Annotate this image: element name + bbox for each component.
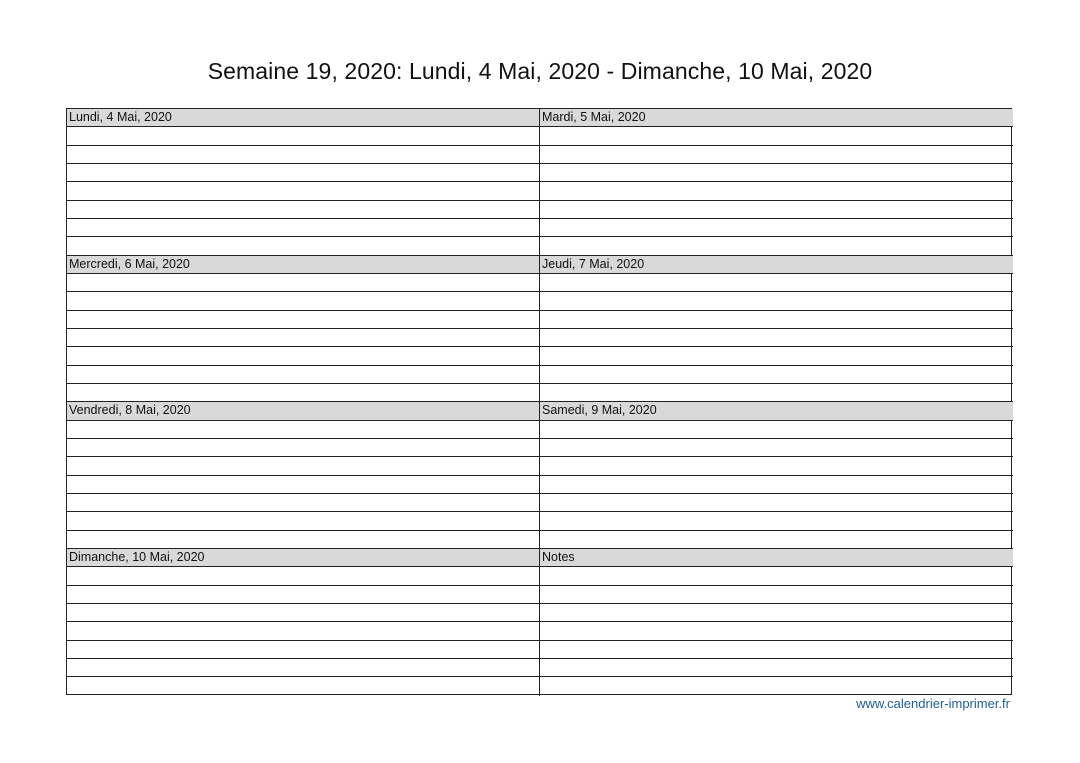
day-header-monday: Lundi, 4 Mai, 2020 bbox=[67, 109, 539, 127]
note-line[interactable] bbox=[67, 476, 539, 494]
note-line[interactable] bbox=[540, 164, 1013, 182]
note-line[interactable] bbox=[540, 659, 1013, 677]
note-line[interactable] bbox=[67, 219, 539, 237]
note-line[interactable] bbox=[67, 421, 539, 439]
note-line[interactable] bbox=[540, 476, 1013, 494]
note-line[interactable] bbox=[540, 384, 1013, 402]
note-line[interactable] bbox=[540, 219, 1013, 237]
note-line[interactable] bbox=[67, 641, 539, 659]
note-line[interactable] bbox=[67, 677, 539, 695]
note-line[interactable] bbox=[540, 201, 1013, 219]
note-line[interactable] bbox=[540, 292, 1013, 310]
note-line[interactable] bbox=[67, 604, 539, 622]
note-line[interactable] bbox=[540, 146, 1013, 164]
note-line[interactable] bbox=[67, 201, 539, 219]
website-link[interactable]: www.calendrier-imprimer.fr bbox=[856, 696, 1010, 711]
note-line[interactable] bbox=[67, 237, 539, 255]
note-line[interactable] bbox=[540, 567, 1013, 585]
note-line[interactable] bbox=[67, 531, 539, 549]
day-header-sunday: Dimanche, 10 Mai, 2020 bbox=[67, 549, 539, 567]
note-line[interactable] bbox=[540, 457, 1013, 475]
note-line[interactable] bbox=[540, 586, 1013, 604]
note-line[interactable] bbox=[67, 366, 539, 384]
weekly-planner-table bbox=[66, 108, 1012, 695]
note-line[interactable] bbox=[67, 311, 539, 329]
note-line[interactable] bbox=[540, 347, 1013, 365]
note-line[interactable] bbox=[540, 531, 1013, 549]
note-line[interactable] bbox=[540, 622, 1013, 640]
note-line[interactable] bbox=[540, 274, 1013, 292]
note-line[interactable] bbox=[540, 439, 1013, 457]
day-header-friday: Vendredi, 8 Mai, 2020 bbox=[67, 402, 539, 420]
note-line[interactable] bbox=[540, 641, 1013, 659]
note-line[interactable] bbox=[67, 622, 539, 640]
note-line[interactable] bbox=[67, 182, 539, 200]
note-line[interactable] bbox=[67, 457, 539, 475]
notes-header: Notes bbox=[540, 549, 1013, 567]
note-line[interactable] bbox=[540, 494, 1013, 512]
note-line[interactable] bbox=[540, 421, 1013, 439]
day-header-tuesday: Mardi, 5 Mai, 2020 bbox=[540, 109, 1013, 127]
note-line[interactable] bbox=[540, 237, 1013, 255]
note-line[interactable] bbox=[67, 292, 539, 310]
note-line[interactable] bbox=[540, 677, 1013, 695]
note-line[interactable] bbox=[67, 659, 539, 677]
note-line[interactable] bbox=[67, 329, 539, 347]
planner-column-left bbox=[67, 109, 540, 696]
note-line[interactable] bbox=[67, 586, 539, 604]
note-line[interactable] bbox=[540, 604, 1013, 622]
day-header-wednesday: Mercredi, 6 Mai, 2020 bbox=[67, 256, 539, 274]
note-line[interactable] bbox=[540, 127, 1013, 145]
note-line[interactable] bbox=[67, 347, 539, 365]
note-line[interactable] bbox=[540, 311, 1013, 329]
planner-column-right bbox=[540, 109, 1013, 696]
day-header-thursday: Jeudi, 7 Mai, 2020 bbox=[540, 256, 1013, 274]
page-title: Semaine 19, 2020: Lundi, 4 Mai, 2020 - Dimanche, 10 Mai, 2020 bbox=[207, 58, 873, 84]
note-line[interactable] bbox=[67, 439, 539, 457]
note-line[interactable] bbox=[67, 512, 539, 530]
note-line[interactable] bbox=[67, 127, 539, 145]
note-line[interactable] bbox=[540, 366, 1013, 384]
note-line[interactable] bbox=[540, 512, 1013, 530]
note-line[interactable] bbox=[540, 329, 1013, 347]
note-line[interactable] bbox=[67, 164, 539, 182]
note-line[interactable] bbox=[67, 274, 539, 292]
note-line[interactable] bbox=[67, 146, 539, 164]
note-line[interactable] bbox=[67, 567, 539, 585]
note-line[interactable] bbox=[67, 494, 539, 512]
day-header-saturday: Samedi, 9 Mai, 2020 bbox=[540, 402, 1013, 420]
note-line[interactable] bbox=[67, 384, 539, 402]
note-line[interactable] bbox=[540, 182, 1013, 200]
